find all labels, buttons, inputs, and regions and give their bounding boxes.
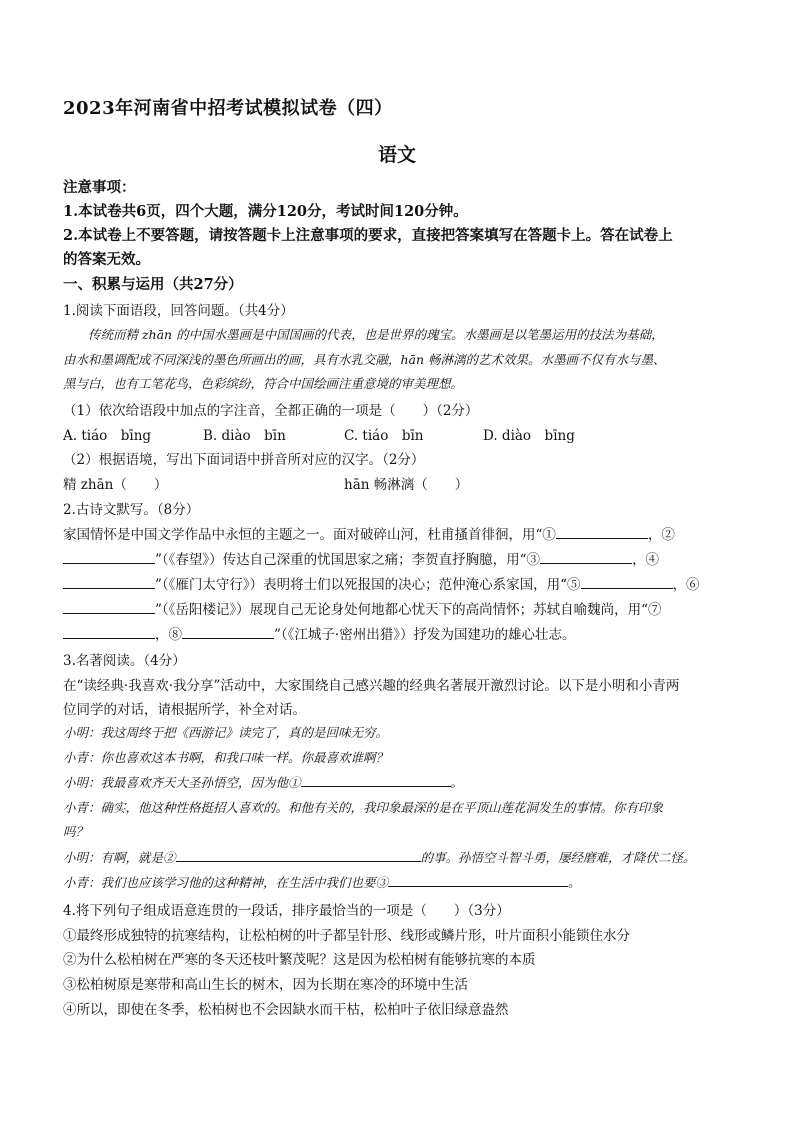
option-d: D. diào bīng	[483, 428, 575, 444]
q2-line-3-tail: ，⑥	[672, 577, 700, 593]
q3-dialogue-4-cont: 吗？	[63, 824, 89, 839]
q3-blank-1	[301, 773, 451, 787]
q3-dialogue-6	[63, 873, 754, 891]
q4-sentence-3: ③松柏树原是寒带和高山生长的树木，因为长期在寒冷的环境中生活	[63, 977, 468, 993]
blank-2	[63, 550, 155, 564]
q3-blank-2	[176, 848, 421, 862]
q3-dialogue-3-tail: 。	[450, 775, 464, 790]
blank-1	[556, 525, 648, 539]
fill-zhan: 精 zhān（ ）	[63, 477, 168, 493]
q3-dialogue-1: 小明：我这周终于把《西游记》读完了，真的是回味无穷。	[63, 725, 389, 740]
q2-line-1	[63, 523, 754, 543]
q3-dialogue-5	[63, 848, 754, 866]
q4-sentence-1: ①最终形成独特的抗寒结构，让松柏树的叶子都呈针形、线形或鳞片形，叶片面积小能锁住水分	[63, 928, 630, 944]
q2-line-1-tail: ，②	[647, 527, 675, 543]
q3-dialogue-3	[63, 773, 754, 791]
q1-passage-line-3: 黑与白，也有工笔花鸟，色彩缤纷，符合中国绘画注重意境的审美理想。	[63, 376, 464, 391]
q2-line-2-text: ”（《春望》）传达自己深重的忧国思家之痛；李贺直抒胸臆，用“③	[155, 552, 541, 568]
q3-dialogue-6-tail: 。	[568, 875, 581, 890]
notes-item-2-line-1: 2.本试卷上不要答题，请按答题卡上注意事项的要求，直接把答案填写在答题卡上。答在试卷上	[63, 227, 673, 244]
option-a: A. tiáo bīng	[63, 428, 152, 444]
q3-dialogue-4: 小青：确实，他这种性格挺招人喜欢的。和他有关的，我印象最深的是在平顶山莲花洞发生的事情。你有印象	[63, 800, 664, 815]
q2-line-3-text: ”（《雁门太守行》）表明将士们以死报国的决心；范仲淹心系家国，用“⑤	[155, 577, 581, 593]
notes-header: 注意事项：	[63, 179, 136, 196]
notes-item-2-line-2: 的答案无效。	[63, 251, 150, 268]
blank-4	[63, 575, 155, 589]
blank-3	[540, 550, 632, 564]
q3-dialogue-3-text: 小明：我最喜欢齐天大圣孙悟空，因为他①	[63, 775, 301, 790]
blank-7	[63, 625, 155, 639]
q2-line-2-tail: ，④	[632, 552, 660, 568]
q2-line-5	[63, 623, 754, 643]
q3-dialogue-6-text: 小青：我们也应该学习他的这种精神，在生活中我们也要③	[63, 875, 389, 890]
q2-line-1-text: 家国情怀是中国文学作品中永恒的主题之一。面对破碎山河，杜甫搔首徘徊，用“①	[63, 527, 556, 543]
q1-passage-line-2: 由水和墨调配成不同深浅的墨色所画出的画，具有水乳交融，hān 畅淋漓的艺术效果。水墨画不仅有水与墨、	[63, 352, 666, 367]
q2-line-5-tail: ”（《江城子·密州出猎》）抒发为国建功的雄心壮志。	[274, 627, 576, 643]
q2-line-5-text: ，⑧	[155, 627, 182, 643]
q1-passage-line-1: 传统而精 zhān 的中国水墨画是中国国画的代表，也是世界的瑰宝。水墨画是以笔墨运用的技法为基础，	[88, 327, 664, 342]
q3-intro-1: 在“读经典·我喜欢·我分享”活动中，大家围绕自己感兴趣的经典名著展开激烈讨论。以下是小明和小青两	[63, 678, 680, 694]
q4-sentence-2: ②为什么松柏树在严寒的冬天还枝叶繁茂呢？这是因为松柏树有能够抗寒的本质	[63, 952, 536, 968]
q4-sentence-4: ④所以，即使在冬季，松柏树也不会因缺水而干枯，松柏叶子依旧绿意盎然	[63, 1002, 509, 1018]
q1-sub-1: （1）依次给语段中加点的字注音，全都正确的一项是（ ）（2分）	[63, 403, 479, 419]
option-b: B. diào bīn	[203, 428, 286, 444]
q1-sub-2: （2）根据语境，写出下面词语中拼音所对应的汉字。（2分）	[63, 452, 425, 468]
q3-stem: 3.名著阅读。（4分）	[63, 653, 186, 669]
q3-dialogue-2: 小青：你也喜欢这本书啊，和我口味一样。你最喜欢谁啊？	[63, 750, 389, 765]
q3-dialogue-5-text: 小明：有啊，就是②	[63, 850, 176, 865]
option-c: C. tiáo bīn	[344, 428, 424, 444]
q1-options	[63, 424, 754, 444]
q2-line-3	[63, 573, 754, 593]
blank-6	[63, 600, 155, 614]
q2-stem: 2.古诗文默写。（8分）	[63, 502, 200, 518]
q3-blank-3	[388, 873, 568, 887]
q1-stem: 1.阅读下面语段，回答问题。（共4分）	[63, 303, 294, 319]
q2-line-2	[63, 548, 754, 568]
section-1-heading: 一、积累与运用（共27分）	[63, 276, 243, 293]
blank-5	[581, 575, 673, 589]
notes-item-1: 1.本试卷共6页，四个大题，满分120分，考试时间120分钟。	[63, 203, 468, 220]
subject-heading: 语文	[377, 144, 416, 166]
q1-fill-row	[63, 473, 754, 493]
q2-line-4	[63, 598, 754, 618]
exam-title: 2023年河南省中招考试模拟试卷（四）	[63, 98, 393, 119]
fill-han: hān 畅淋漓（ ）	[344, 477, 469, 493]
blank-8	[182, 625, 274, 639]
q2-line-4-text: ”（《岳阳楼记》）展现自己无论身处何地都心忧天下的高尚情怀；苏轼自喻魏尚，用“⑦	[155, 602, 662, 618]
q3-dialogue-5-tail: 的事。孙悟空斗智斗勇，屡经磨难，才降伏二怪。	[420, 850, 696, 865]
q4-stem: 4.将下列句子组成语意连贯的一段话，排序最恰当的一项是（ ）（3分）	[63, 903, 510, 919]
q3-intro-2: 位同学的对话，请根据所学，补全对话。	[63, 702, 306, 718]
